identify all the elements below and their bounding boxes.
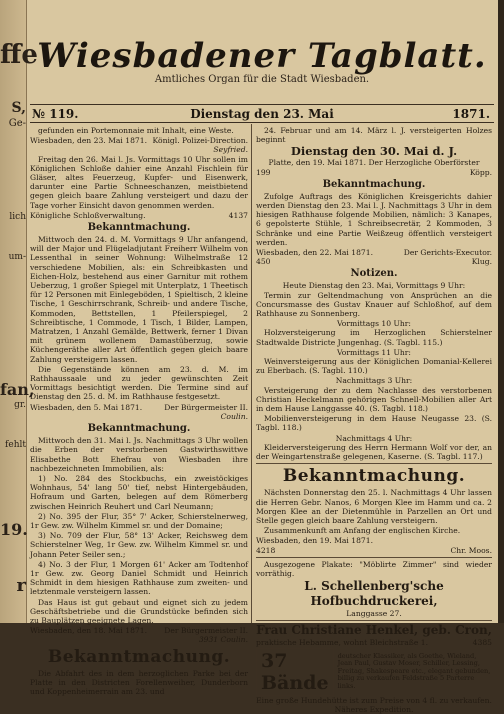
footer-line: [256, 638, 492, 647]
footer-line: [30, 136, 248, 145]
footer-left: Wiesbaden, den 18. Mai 1871.: [30, 626, 147, 636]
paragraph: Versteigerung der zu dem Nachlasse des verstorbenen Christian Heckelmann gehörigen Schnell-Mobilien aller Art in dem Hause Langgasse 40. (S. Tagbl. 118.): [256, 385, 492, 414]
footer-right: Königl. Polizei-Direction.: [152, 136, 248, 146]
issue-bar: [30, 107, 494, 121]
paragraph: Ausgezogene Plakate: "Möblirte Zimmer" sind wieder vorräthig.: [256, 559, 492, 578]
footer-left: Wiesbaden, den 22. Mai 1871.: [256, 248, 373, 258]
notice-heading: Bekanntmachung.: [47, 646, 231, 667]
centered-line: Nachmittags 3 Uhr:: [335, 376, 413, 386]
issue-year: 1871.: [452, 107, 490, 121]
spine-fragment: lich: [9, 212, 26, 222]
footer-right: Chr. Moos.: [450, 545, 492, 555]
paragraph: Die Gegenstände können am 23. d. M. im Rathhaussaale und zu jeder gewünschten Zeit Vormittags besichtigt werden. Die Termine sind auf Dienstag den 25. d. M. im Rathhause festgesetzt.: [30, 364, 248, 402]
footer-line: [30, 211, 248, 220]
signature: Seyfried.: [213, 145, 248, 155]
paragraph: Holzversteigerung im Herzoglichen Schierstelner Stadtwalde Districte Jungenhag. (S. Tagbl. 115.): [256, 328, 492, 347]
footer-right: 4385: [472, 638, 492, 648]
signature: 3931 Coulin.: [198, 635, 248, 645]
spine-fragment: 19.: [0, 520, 28, 539]
column-divider: [251, 124, 252, 623]
left-column: [30, 126, 248, 696]
advert-name: L. Schellenberg'sche Hofbuchdruckerei,: [304, 579, 444, 609]
section-heading: Bekanntmachung.: [87, 222, 191, 234]
paragraph: Nächsten Donnerstag den 25. l. Nachmittags 4 Uhr lassen die Herren Gebr. Nanos, 6 Morgen Klee im Hamm und ca. 2 Morgen Klee an der Dietenmühle in Parzellen an Ort und Stelle gegen gleich baare Zahlung versteigern.: [256, 488, 492, 525]
signature: Coulin.: [220, 411, 248, 421]
paragraph: Mittwoch den 31. Mai l. Js. Nachmittags 3 Uhr wollen die Erben der verstorbenen Gastwirthswittwe Elisabethe Bott Ehefrau von Wiesbaden ihre nachbezeichneten Immobilien, als:: [30, 436, 248, 473]
spine-fragment: fan,: [0, 380, 35, 399]
books-description: deutscher Klassiker, als Goethe, Wieland, Jean Paul, Gustav Moser, Schiller, Lessing, Freitag, Shakespeare etc., elegant gebunden, billig zu verkaufen Feldstraße 5 Parterre links.: [337, 651, 491, 690]
paragraph: Mobilienversteigerung in dem Hause Neugasse 23. (S. Tagbl. 118.): [256, 414, 492, 433]
paragraph: 24. Februar und am 14. März l. J. versteigerten Holzes beginnt: [256, 126, 492, 145]
spine-fragment: um-: [8, 252, 26, 262]
spine-fragment: ffe: [0, 40, 38, 70]
paragraph: Zusammenkunft am Anfang der englischen Kirche.: [264, 526, 461, 536]
masthead: [28, 36, 496, 85]
centered-line: Eine große Hundehütte ist zum Preise von 4 fl. zu verkaufen. Näheres Expedition.: [256, 695, 492, 714]
masthead-rule-top: [30, 104, 494, 105]
footer-right: 4137: [228, 210, 248, 220]
footer-left: Wiesbaden, den 5. Mai 1871.: [30, 402, 143, 412]
centered-line: Heute Dienstag den 23. Mai, Vormittags 9 Uhr:: [282, 281, 466, 291]
paragraph: 1) No. 284 des Stockbuchs, ein zweistöckiges Wohnhaus, 54' lang 50' tief, nebst Hintergebäuden, Hofraum und Garten, belegen auf dem Römerberg zwischen Heinrich Reuhert und Carl Neumann;: [30, 473, 248, 511]
footer-left: 199: [256, 167, 271, 177]
footer-left: Königliche Schloßverwaltung.: [30, 210, 146, 220]
footer-left: 450: [256, 257, 271, 267]
footer-line: [256, 536, 492, 545]
paragraph: Freitag den 26. Mai l. Js. Vormittags 10 Uhr sollen im Königlichen Schloße dahier eine Anzahl Fischlein für Gläser, altes Feuerzeug, Kupfer- und Eisenwerk, darunter eine Partie Schneeschanzen, meistbietend gegen gleich baare Zahlung versteigert und dazu der Tage vorher Einsicht davon genommen werden.: [30, 154, 248, 210]
footer-line: [30, 403, 248, 412]
paragraph: Das Haus ist gut gebaut und eignet sich zu jedem Geschäftsbetriebe und die Grundstücke befinden sich zu Bauplätzen geeignete Lagen.: [30, 597, 248, 625]
spine-fragment: r: [16, 575, 26, 596]
paragraph: Zufolge Auftrags des Königlichen Kreisgerichts dahier werden Dienstag den 23. Mai l. J. Nachmittags 3 Uhr in dem hiesigen Rathhause folgende Mobilien, nämlich: 3 Kanapes, 6 gepolsterte Stühle, 1 Schreibsecretär, 2 Kommoden, 3 Schränke und eine Partie Weißzeug öffentlich versteigert werden.: [256, 191, 492, 247]
footer-right: Klug.: [471, 257, 492, 267]
issue-number: № 119.: [32, 107, 79, 121]
footer-line: [256, 257, 492, 266]
paragraph: 2) No. 395 der Flur, 35° 7' Acker, Schierstelnerweg, 1r Gew. zw. Wilhelm Kimmel sr. und der Domaine;: [30, 511, 248, 530]
books-count: 37 Bände: [256, 648, 334, 696]
paragraph: Weinversteigerung aus der Königlichen Domanial-Kellerei zu Eberbach. (S. Tagbl. 110.): [256, 357, 492, 376]
centered-line: Langgasse 27.: [346, 609, 402, 619]
footer-line: [30, 626, 248, 635]
footer-right: Der Bürgermeister II.: [164, 402, 248, 412]
paragraph: 4) No. 3 der Flur, 1 Morgen 61' Acker am Todtenhof 1r Gew. zw. Georg Daniel Schmidt und Heinrich Schmidt in dem hiesigen Rathhause zum zweiten- und letztenmale versteigern lassen.: [30, 559, 248, 597]
paragraph: Mittwoch den 24. d. M. Vormittags 9 Uhr anfangend, will der Major und Flügeladjutant Freiherr Wilhelm von Lessenthal in seiner Wohnung: Wilhelmstraße 12 verschiedene Mobilien, als: ein Schreibkasten und Eichen-Holz, bestehend aus einer Garnitur mit rothem Ueberzug, 1 großer Spiegel mit Unterplatz, 1 Theetisch für 12 Personen mit Einlegeböden, 1 Spieltisch, 2 kleine Tische, 1 Geschirrschrank, Schreib- und andere Tische, Kommoden, Bettstellen, 1 Pfeilerspiegel, 2 Schreibtische, 1 Commode, 1 Tisch, 1 Bilder, Lampen, Matratzen, 1 Anzahl Gemälde, Bettwerk, ferner 1 Divan mit grünem wollenem Damastüberzug, sowie Küchengeräthe aller Art öffentlich gegen gleich baare Zahlung versteigern lassen.: [30, 235, 248, 364]
separator-rule: [256, 463, 492, 464]
newspaper-subtitle: Amtliches Organ für die Stadt Wiesbaden.: [154, 74, 370, 85]
footer-right: Der Bürgermeister II.: [164, 626, 248, 636]
previous-page-edge: [0, 0, 38, 623]
spine-fragment: gr.: [14, 400, 26, 410]
paragraph: Kleiderversteigerung des Herrn Hermann Wolf vor der, an der Weingartenstraße gelegenen, Kaserne. (S. Tagbl. 117.): [256, 442, 492, 462]
separator-rule: [256, 620, 492, 621]
centered-line: Nachmittags 4 Uhr:: [335, 433, 413, 443]
footer-line: [256, 168, 492, 177]
centered-line: Platte, den 19. Mai 1871. Der Herzogliche Oberförster: [268, 158, 480, 168]
footer-left: 4218: [256, 545, 276, 555]
page-shadow-edge: [498, 0, 504, 623]
books-advert: [256, 648, 492, 696]
footer-left: praktische Hebamme, wohnt Bleichstraße 1.: [256, 638, 429, 648]
right-column: [256, 126, 492, 714]
centered-line: Vormittags 10 Uhr:: [337, 319, 411, 329]
masthead-rule-bottom: [30, 122, 494, 123]
spine-fragment: fehlt: [5, 440, 26, 450]
separator-rule: [256, 557, 492, 558]
spine-fragment: Ge-: [8, 118, 26, 129]
centered-line: Vormittags 11 Uhr:: [337, 347, 411, 357]
section-heading: Notizen.: [350, 268, 398, 280]
spine-fragment: S,: [11, 100, 26, 116]
issue-date: Dienstag den 23. Mai: [190, 107, 334, 121]
section-heading: Bekanntmachung.: [87, 423, 191, 435]
paragraph: 3) No. 709 der Flur, 58° 13' Acker, Reichsweg dem Schierstelner Weg, 1r Gew. zw. Wilhelm Kimmel sr. und Johann Peter Seiler sen.;: [30, 531, 248, 559]
footer-left: Wiesbaden, den 19. Mai 1871.: [256, 536, 373, 546]
footer-line: [256, 248, 492, 257]
section-heading: Bekanntmachung.: [322, 178, 426, 190]
paragraph: gefunden ein Portemonnaie mit Inhalt, eine Weste.: [38, 126, 234, 135]
paragraph: Die Abfahrt des in dem herzoglichen Parke bei der Platte in den Districten Forellenweiher, Dunderborn und Koppenheimerrain am 23. und: [30, 668, 248, 696]
footer-right: Köpp.: [469, 167, 492, 177]
newspaper-title: Wiesbadener Tagblatt.: [37, 36, 487, 76]
advert-name: Frau Christiane Henkel, geb. Cron,: [256, 623, 492, 638]
footer-line: [256, 546, 492, 555]
date-heading: Dienstag den 30. Mai d. J.: [290, 144, 458, 159]
footer-right: Der Gerichts-Executor.: [403, 248, 492, 258]
paragraph: Termin zur Geltendmachung von Ansprüchen an die Concursmasse des Gustav Knauer auf Schloßhof, auf dem Rathhause zu Sonnenberg.: [256, 290, 492, 319]
notice-heading: Bekanntmachung.: [282, 466, 466, 487]
footer-left: Wiesbaden, den 23. Mai 1871.: [30, 136, 147, 146]
